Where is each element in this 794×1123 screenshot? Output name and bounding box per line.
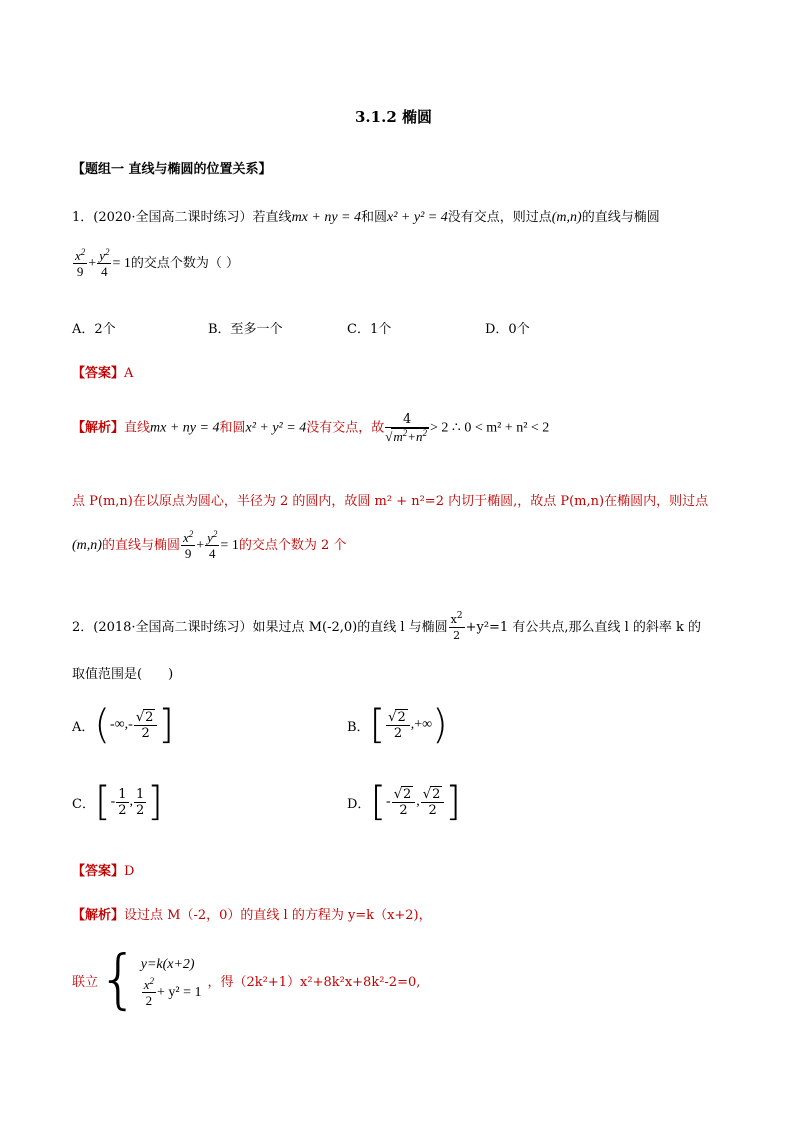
page-title: 3.1.2 椭圆	[355, 108, 432, 126]
math-point: (m,n)	[551, 210, 582, 225]
question-1-stem-line2: $\frac{x^2}{9}$ + $\frac{y^2}{4}$ = 1的交点个数为（ ）	[75, 247, 240, 279]
question-1-option-d: D．0个	[485, 322, 530, 337]
question-2-stem: 2．(2018·全国高二课时练习）如果过点 M(-2,0)的直线 l 与椭圆 $\frac{x^2}{2}$ +y²=1 有公共点,那么直线 l 的斜率 k 的	[72, 611, 702, 642]
math-line: mx + ny = 4	[291, 210, 361, 225]
question-2-stem-line2: 取值范围是( )	[72, 667, 174, 682]
question-2-answer: 【答案】D	[72, 864, 135, 879]
section-heading: 【题组一 直线与椭圆的位置关系】	[72, 162, 272, 177]
ellipse-frac-2: $\frac{y^2}{4}$	[99, 247, 110, 279]
question-1-option-a: A．2个	[72, 322, 116, 337]
question-2-option-a: A．(-∞,- $\frac{√2}{2}$ ]	[72, 702, 174, 748]
question-2-analysis: 【解析】设过点 M（-2，0）的直线 l 的方程为 y=k（x+2)，	[72, 908, 432, 923]
question-1-analysis-line2: 点 P(m,n)在以原点为圆心，半径为 2 的圆内，故圆 m² + n²=2 内切于椭圆,，故点 P(m,n)在椭圆内，则过点	[72, 494, 709, 509]
question-1-option-b: B．至多一个	[208, 322, 283, 337]
question-1-analysis-line3: (m,n)的直线与椭圆 $\frac{x^2}{9}$ + $\frac{y^2}{4}$ = 1的交点个数为 2 个	[72, 529, 347, 561]
question-2-system: 联立{ y=k(x+2) $\frac{x^2}{2}$ + y² = 1 ，得（2k²+1）x²+8k²x+8k²-2=0,	[72, 943, 421, 1017]
question-2-option-d: D．[- $\frac{√2}{2}$ , $\frac{√2}{2}$ ]	[347, 779, 461, 825]
question-1-answer: 【答案】A	[72, 366, 134, 381]
question-2-option-c: C．[- $\frac{1}{2}$ , $\frac{1}{2}$ ]	[72, 779, 163, 825]
analysis-fraction: $\frac{4}{√m^2+n^2}$	[385, 412, 428, 444]
question-1-analysis: 【解析】直线mx + ny = 4和圆x² + y² = 4没有交点，故 $\frac{4}{√m^2+n^2}$ > 2 ∴ 0 < m² + n² < 2	[72, 412, 550, 444]
question-1-stem: 1．(2020·全国高二课时练习）若直线mx + ny = 4和圆x² + y² = 4没有交点，则过点(m,n)的直线与椭圆	[72, 210, 660, 225]
ellipse-frac-1: $\frac{x^2}{9}$	[75, 247, 86, 279]
question-1-option-c: C．1个	[347, 322, 392, 337]
math-circle: x² + y² = 4	[387, 210, 448, 225]
question-2-option-b: B．[ $\frac{√2}{2}$ ,+∞)	[347, 702, 448, 748]
